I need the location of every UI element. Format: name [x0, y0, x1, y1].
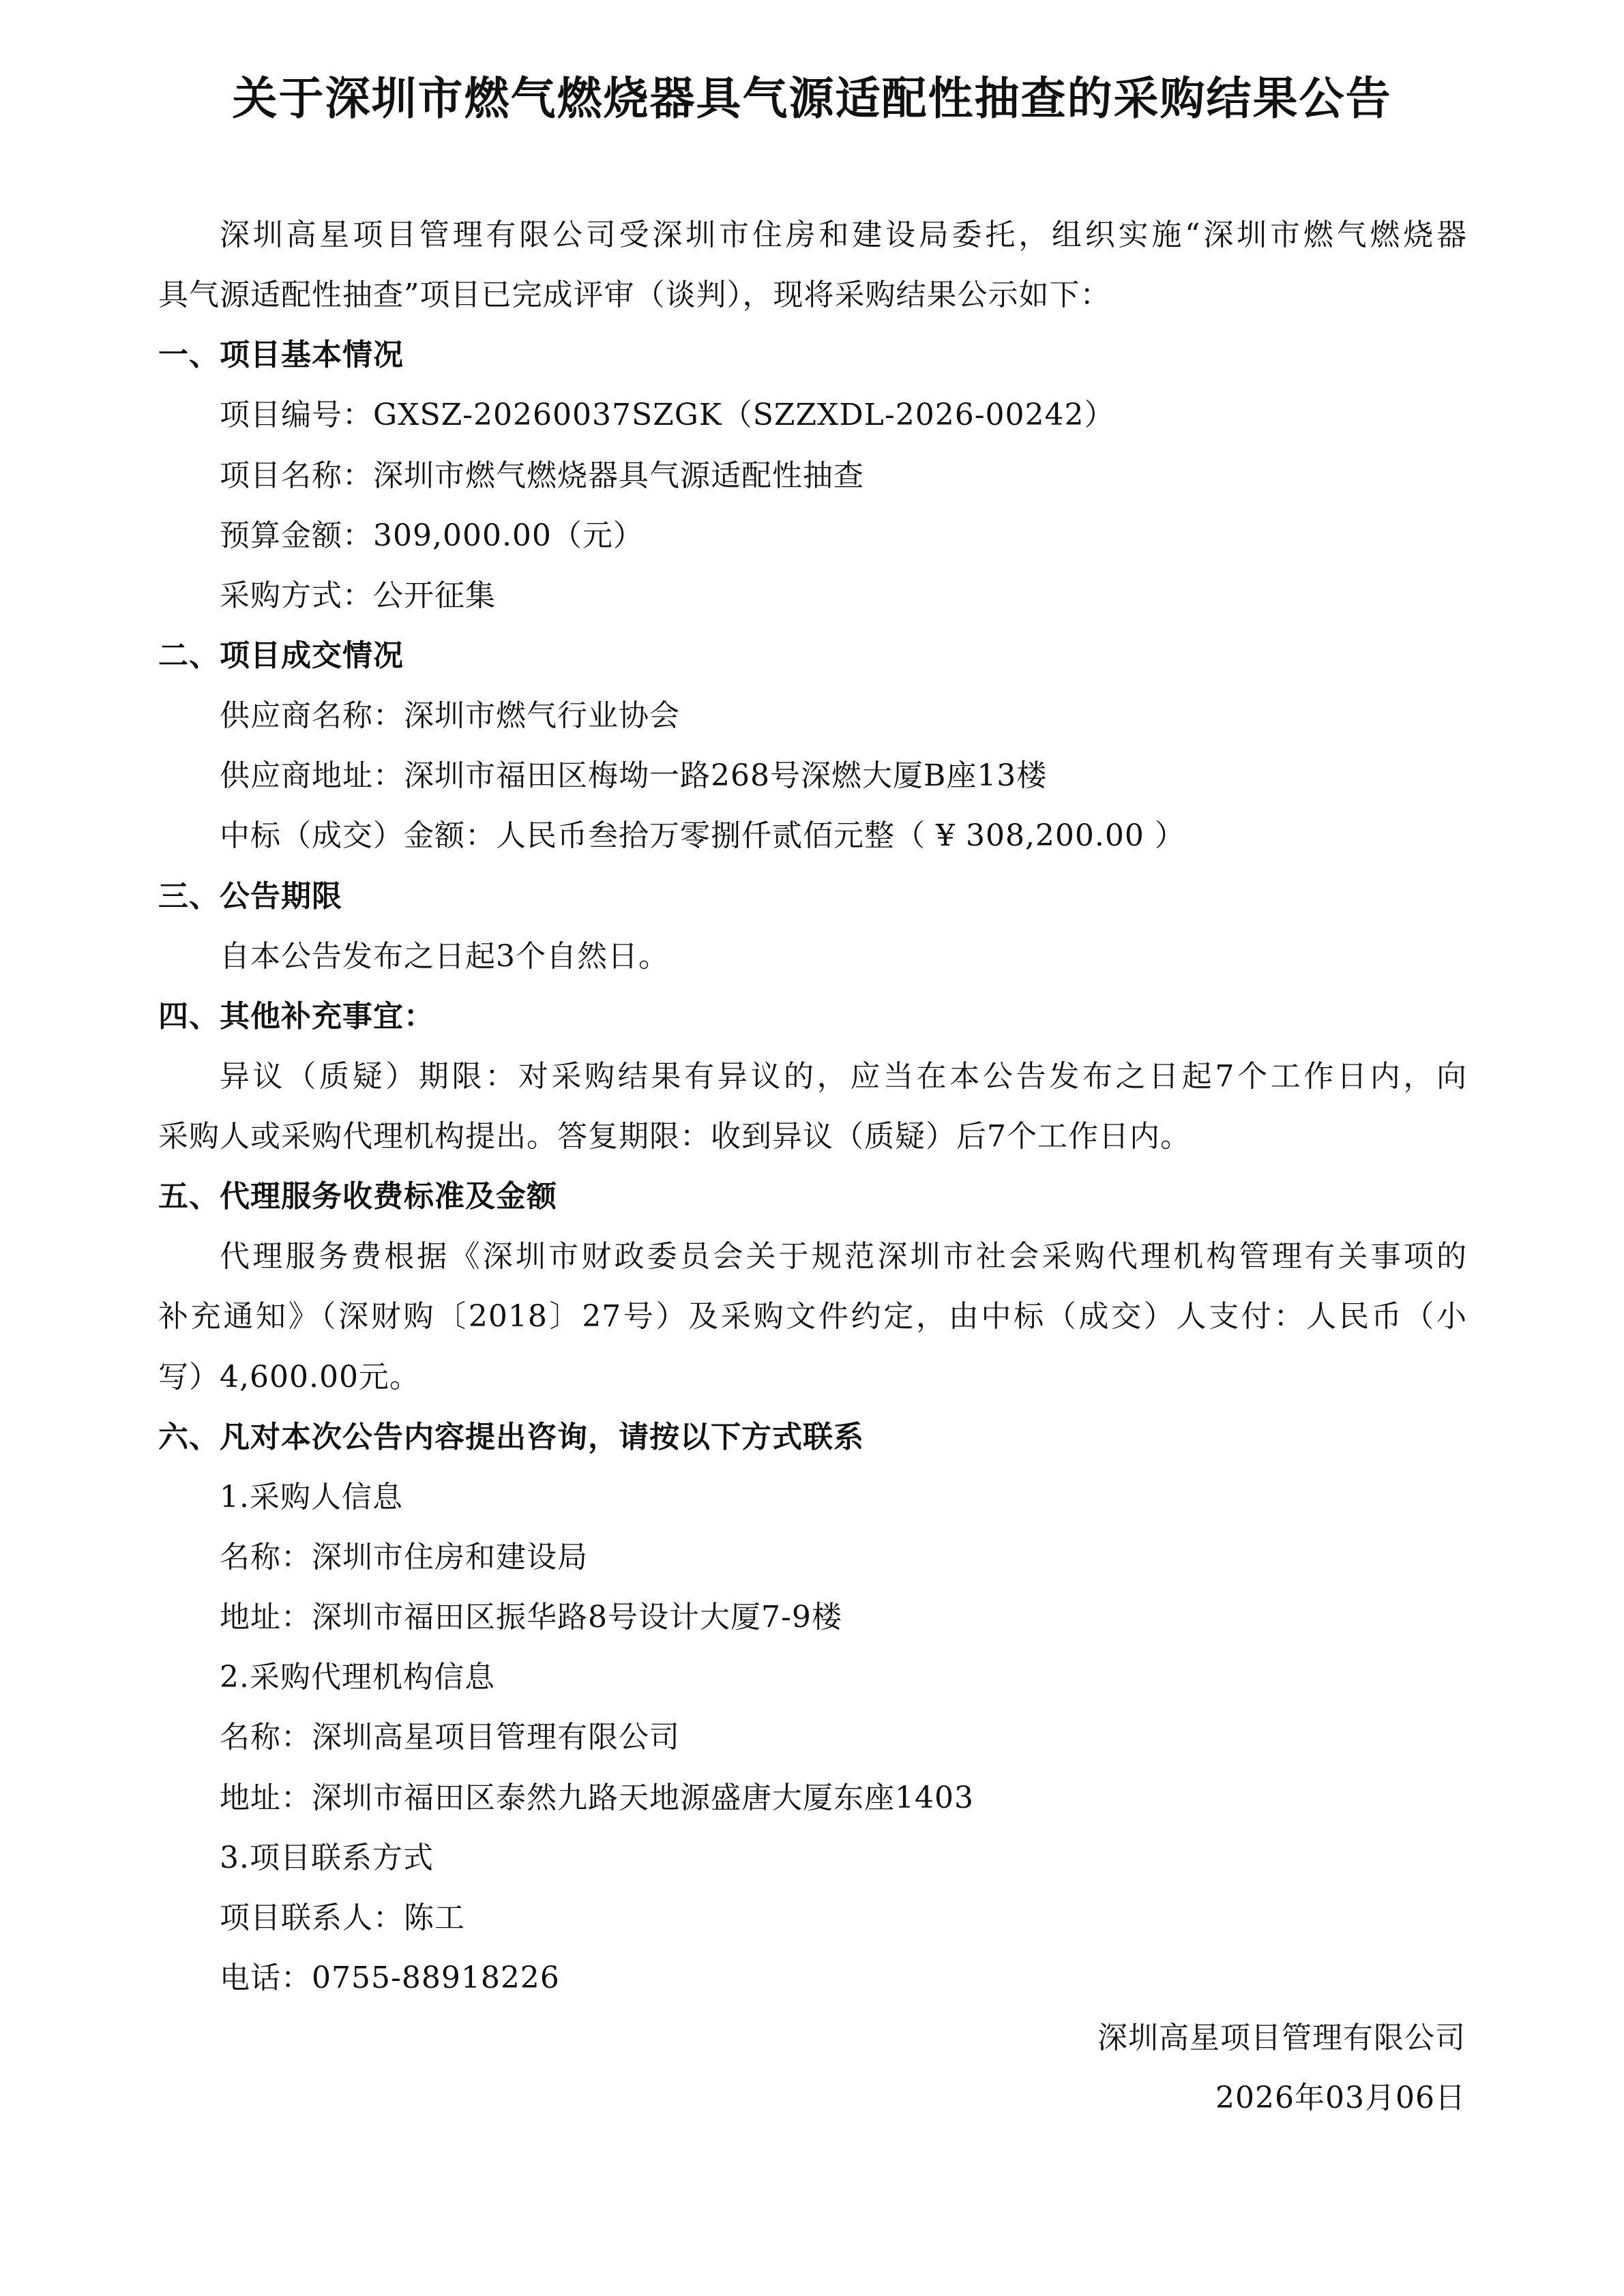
agency-name: 名称：深圳高星项目管理有限公司: [220, 1720, 680, 1755]
agency-fee-line-3: 写）4,600.00元。: [158, 1360, 420, 1395]
agency-info-title: 2.采购代理机构信息: [220, 1660, 495, 1695]
section-5-heading: 五、代理服务收费标准及金额: [158, 1179, 557, 1214]
supplier-name: 供应商名称：深圳市燃气行业协会: [220, 698, 680, 733]
budget-amount: 预算金额：309,000.00（元）: [220, 518, 644, 553]
section-1-heading: 一、项目基本情况: [158, 338, 404, 372]
signature-company: 深圳高星项目管理有限公司: [1097, 2021, 1466, 2055]
project-name: 项目名称：深圳市燃气燃烧器具气源适配性抽查: [220, 458, 864, 493]
objection-line-1: 异议（质疑）期限：对采购结果有异议的，应当在本公告发布之日起7个工作日内，向: [220, 1059, 1467, 1094]
intro-line-1: 深圳高星项目管理有限公司受深圳市住房和建设局委托，组织实施“深圳市燃气燃烧器: [220, 218, 1467, 252]
award-amount: 中标（成交）金额：人民币叁拾万零捌仟贰佰元整（ ¥ 308,200.00 ）: [220, 818, 1185, 853]
notice-period: 自本公告发布之日起3个自然日。: [220, 939, 669, 974]
supplier-address: 供应商地址：深圳市福田区梅坳一路268号深燃大厦B座13楼: [220, 758, 1048, 793]
agency-address: 地址：深圳市福田区泰然九路天地源盛唐大厦东座1403: [220, 1780, 974, 1815]
intro-line-2: 具气源适配性抽查”项目已完成评审（谈判），现将采购结果公示如下：: [158, 278, 1111, 312]
project-number: 项目编号：GXSZ-20260037SZGK（SZZXDL-2026-00242）: [220, 398, 1115, 432]
section-4-heading: 四、其他补充事宜：: [158, 999, 434, 1034]
section-6-heading: 六、凡对本次公告内容提出咨询，请按以下方式联系: [158, 1420, 864, 1455]
section-3-heading: 三、公告期限: [158, 879, 342, 914]
purchaser-name: 名称：深圳市住房和建设局: [220, 1540, 588, 1575]
contact-person: 项目联系人：陈工: [220, 1900, 465, 1935]
contact-info-title: 3.项目联系方式: [220, 1840, 434, 1875]
purchaser-address: 地址：深圳市福田区振华路8号设计大厦7-9楼: [220, 1600, 842, 1635]
objection-line-2: 采购人或采购代理机构提出。答复期限：收到异议（质疑）后7个工作日内。: [158, 1119, 1191, 1154]
page-title: 关于深圳市燃气燃烧器具气源适配性抽查的采购结果公告: [232, 72, 1392, 125]
section-2-heading: 二、项目成交情况: [158, 638, 404, 673]
agency-fee-line-2: 补充通知》（深财购〔2018〕27号）及采购文件约定，由中标（成交）人支付：人民币（小: [158, 1299, 1467, 1334]
agency-fee-line-1: 代理服务费根据《深圳市财政委员会关于规范深圳市社会采购代理机构管理有关事项的: [220, 1239, 1467, 1274]
signature-date: 2026年03月06日: [1215, 2081, 1466, 2115]
contact-phone: 电话：0755-88918226: [220, 1960, 560, 1995]
procurement-method: 采购方式：公开征集: [220, 578, 496, 613]
purchaser-info-title: 1.采购人信息: [220, 1480, 403, 1515]
